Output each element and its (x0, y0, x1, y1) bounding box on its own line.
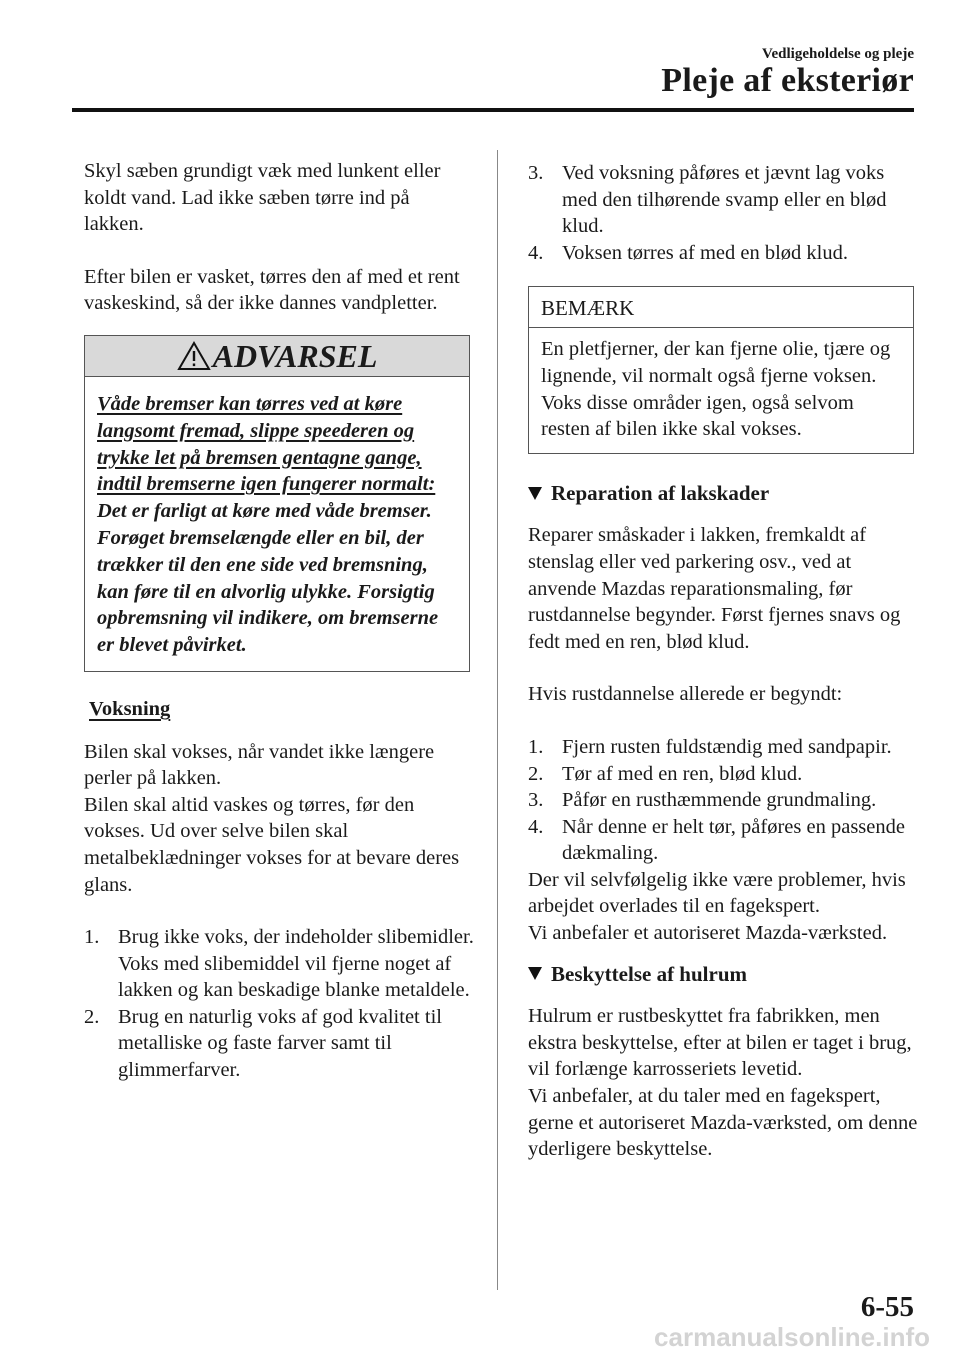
section-title: Reparation af lakskader (551, 480, 770, 505)
list-number: 4. (528, 815, 544, 838)
list-text: Når denne er helt tør, påføres en passende dækmaling. (562, 815, 905, 865)
warning-body (85, 377, 469, 671)
note-box (528, 286, 914, 453)
paragraph-paint-repair: Reparer småskader i lakken, fremkaldt af stenslag eller ved parkering osv., ved at anvende Mazdas reparationsmaling, før rustdannelse begynder. Først fjernes snavs og fedt med en ren, blød klud. (528, 524, 901, 653)
list-item (84, 1004, 474, 1084)
list-text-extra: Voks med slibemiddel vil fjerne noget af lakken og kan beskadige blanke metaldele. (118, 952, 470, 1002)
section-heading-cavity-protection (528, 961, 918, 988)
list-number: 2. (84, 1005, 100, 1028)
page-number: 6-55 (860, 1291, 914, 1323)
header-rule (72, 108, 914, 112)
warning-box (84, 335, 470, 672)
list-number: 1. (528, 735, 544, 758)
paragraph-cavity-recommend: Vi anbefaler, at du taler med en fagekspert, gerne et autoriseret Mazda-værksted, om denne yderligere beskyttelse. (528, 1085, 918, 1161)
list-item (84, 924, 474, 1004)
list-number: 1. (84, 926, 100, 949)
list-number: 4. (528, 241, 544, 264)
warning-triangle-icon (177, 341, 211, 371)
list-number: 3. (528, 789, 544, 812)
list-text: Tør af med en ren, blød klud. (562, 762, 803, 785)
list-text: Brug ikke voks, der indeholder slibemidler. (118, 926, 474, 949)
list-item (528, 761, 918, 788)
column-divider (497, 150, 498, 1290)
right-column (528, 160, 918, 1163)
list-text: Fjern rusten fuldstændig med sandpapir. (562, 735, 892, 758)
warning-text: Det er farligt at køre med våde bremser. Forøget bremselængde eller en bil, der trækker til den ene side ved bremsning, kan føre til en alvorlig ulykke. Forsigtig opbremsning vil indikere, om bremserne er blevet påvirket. (97, 500, 439, 657)
list-number: 2. (528, 762, 544, 785)
list-text: Påfør en rusthæmmende grundmaling. (562, 789, 877, 812)
warning-header (85, 336, 469, 377)
list-item (528, 734, 918, 761)
watermark: carmanualsonline.info (654, 1322, 930, 1352)
rust-steps-list (528, 734, 918, 867)
subheading-voksning: Voksning (89, 697, 171, 720)
wax-steps-list-continued (528, 160, 918, 266)
note-title: BEMÆRK (529, 287, 913, 328)
list-text: Ved voksning påføres et jævnt lag voks med den tilhørende svamp eller en blød klud. (562, 162, 887, 238)
paragraph-when-wax: Bilen skal vokses, når vandet ikke længere perler på lakken. (84, 740, 435, 790)
left-column (84, 158, 474, 1084)
section-heading-paint-repair (528, 480, 918, 507)
triangle-down-icon (528, 967, 542, 980)
paragraph-expert: Der vil selvfølgelig ikke være problemer, hvis arbejdet overlades til en fagekspert. (528, 868, 906, 918)
list-item (528, 787, 918, 814)
warning-title: ADVARSEL (212, 337, 378, 374)
paragraph-cavity: Hulrum er rustbeskyttet fra fabrikken, men ekstra beskyttelse, efter at bilen er taget i brug, vil forlænge karrosseriets levetid. (528, 1005, 912, 1081)
paragraph-dry: Efter bilen er vasket, tørres den af med et rent vaskeskind, så der ikke dannes vandpletter. (84, 265, 460, 315)
list-number: 3. (528, 162, 544, 184)
warning-instruction: Våde bremser kan tørres ved at køre langsomt fremad, slippe speederen og trykke let på bremsen gentagne gange, indtil bremserne igen fungerer normalt: (97, 392, 436, 496)
paragraph-rust-started: Hvis rustdannelse allerede er begyndt: (528, 683, 843, 706)
list-item (528, 160, 918, 240)
header-section-label: Vedligeholdelse og pleje (762, 46, 914, 62)
paragraph-wash-before-wax: Bilen skal altid vaskes og tørres, før den vokses. Ud over selve bilen skal metalbeklædninger vokses for at bevare deres glans. (84, 793, 460, 896)
note-body: En pletfjerner, der kan fjerne olie, tjære og lignende, vil normalt også fjerne voksen. Voks disse områder igen, også selvom resten af bilen ikke skal vokses. (541, 338, 891, 441)
triangle-down-icon (528, 487, 542, 500)
list-item (528, 814, 918, 867)
paragraph-rinse: Skyl sæben grundigt væk med lunkent eller koldt vand. Lad ikke sæben tørre ind på lakken. (84, 160, 441, 236)
list-text: Brug en naturlig voks af god kvalitet til metalliske og faste farver samt til glimmerfarver. (118, 1005, 442, 1082)
wax-steps-list (84, 924, 474, 1084)
page-title: Pleje af eksteriør (661, 62, 914, 99)
list-text: Voksen tørres af med en blød klud. (562, 241, 848, 264)
section-title: Beskyttelse af hulrum (551, 961, 747, 986)
paragraph-recommend-workshop: Vi anbefaler et autoriseret Mazda-værksted. (528, 922, 888, 945)
list-item (528, 240, 918, 267)
